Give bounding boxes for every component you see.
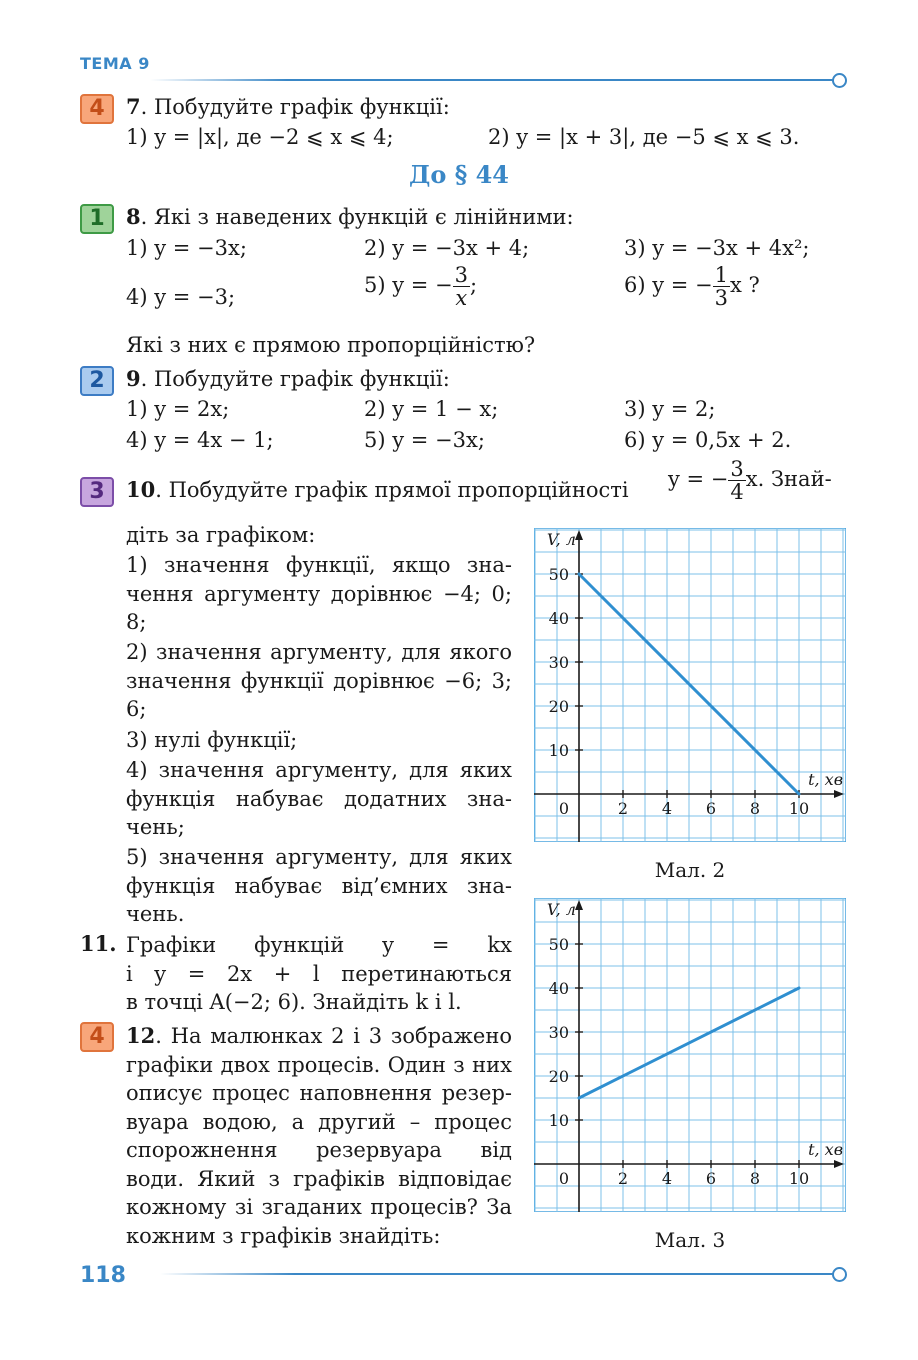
footer-rule bbox=[160, 1273, 834, 1275]
y-tick-label: 20 bbox=[548, 1067, 569, 1086]
problem-8-item-2: 2) y = −3x + 4; bbox=[364, 236, 530, 260]
section-title: До § 44 bbox=[408, 160, 509, 189]
problem-8-statement bbox=[126, 204, 574, 230]
problem-8-item-5 bbox=[364, 264, 477, 309]
header-rule bbox=[150, 79, 834, 81]
problem-10-line-2: діть за графіком: bbox=[126, 523, 316, 547]
topic-header: ТЕМА 9 bbox=[80, 54, 150, 73]
problem-10-part-5a: 5) значення аргументу, для яких bbox=[126, 845, 512, 869]
problem-10-part-5c: чень. bbox=[126, 902, 185, 926]
footer-rule-end bbox=[832, 1267, 847, 1282]
fraction-numerator: 1 bbox=[714, 263, 729, 287]
problem-10-part-2b: значення функції дорівнює −6; 3; bbox=[126, 668, 512, 693]
fraction-denominator: 4 bbox=[730, 480, 744, 504]
figure-caption: Мал. 3 bbox=[654, 1228, 726, 1252]
problem-9-item-3: 3) y = 2; bbox=[624, 397, 716, 421]
chart-mal-3 bbox=[534, 898, 846, 1212]
y-axis-label: V, л bbox=[546, 900, 576, 919]
page-number: 118 bbox=[80, 1263, 126, 1288]
problem-12-line-6: води. Який з графіків відповідає bbox=[126, 1166, 512, 1191]
problem-text: . Побудуйте графік функції: bbox=[140, 367, 450, 391]
problem-10-part-5b: функція набуває від’ємних зна- bbox=[126, 873, 512, 898]
y-tick-label: 50 bbox=[548, 565, 569, 584]
problem-10-formula bbox=[668, 458, 832, 503]
problem-12-line-3: описує процес наповнення резер- bbox=[126, 1081, 512, 1105]
problem-9-item-6: 6) y = 0,5x + 2. bbox=[624, 428, 792, 452]
x-tick-label: 10 bbox=[788, 1169, 810, 1188]
fraction-numerator: 3 bbox=[454, 263, 469, 287]
y-tick-label: 30 bbox=[548, 1023, 569, 1042]
problem-10-part-2c: 6; bbox=[126, 697, 147, 721]
problem-number: 10 bbox=[126, 477, 156, 502]
fraction bbox=[713, 264, 730, 309]
problem-10-statement bbox=[126, 477, 629, 503]
item-suffix: x ? bbox=[730, 273, 760, 297]
item-prefix: 6) y = − bbox=[624, 273, 713, 297]
problem-12-line-4: вуара водою, а другий – процес bbox=[126, 1109, 512, 1134]
problem-12-line-5: спорожнення резервуара від bbox=[126, 1138, 512, 1162]
problem-12-line-2: графіки двох процесів. Один з них bbox=[126, 1052, 512, 1077]
y-tick-label: 30 bbox=[548, 653, 569, 672]
y-axis-label: V, л bbox=[546, 530, 576, 549]
problem-8-item-4: 4) y = −3; bbox=[126, 285, 236, 309]
y-tick-label: 10 bbox=[548, 741, 569, 760]
fraction-denominator: x bbox=[455, 286, 468, 310]
x-tick-label: 8 bbox=[749, 799, 761, 818]
problem-11-line-3: в точці A(−2; 6). Знайдіть k і l. bbox=[126, 990, 462, 1014]
problem-10-part-4c: чень; bbox=[126, 815, 185, 839]
problem-10-part-2a: 2) значення аргументу, для якого bbox=[126, 640, 512, 664]
y-tick-label: 10 bbox=[548, 1111, 569, 1130]
item-prefix: 5) y = − bbox=[364, 273, 453, 297]
x-tick-label: 2 bbox=[617, 1169, 629, 1188]
problem-9-item-4: 4) y = 4x − 1; bbox=[126, 428, 274, 452]
origin-label: 0 bbox=[558, 799, 569, 818]
problem-10-part-1a: 1) значення функції, якщо зна- bbox=[126, 553, 512, 577]
problem-text: . Які з наведених функцій є лінійними: bbox=[140, 205, 574, 229]
difficulty-badge: 4 bbox=[80, 94, 114, 124]
formula-prefix: y = − bbox=[668, 467, 729, 491]
problem-7-item-1: 1) y = |x|, де −2 ⩽ x ⩽ 4; bbox=[126, 125, 394, 149]
difficulty-badge: 4 bbox=[80, 1022, 114, 1052]
x-axis-label: t, хв bbox=[808, 770, 843, 789]
problem-number: 8 bbox=[126, 204, 141, 229]
problem-10-part-1b: чення аргументу дорівнює −4; 0; bbox=[126, 581, 512, 606]
origin-label: 0 bbox=[558, 1169, 569, 1188]
x-tick-label: 10 bbox=[788, 799, 810, 818]
problem-number: 9 bbox=[126, 366, 141, 391]
problem-9-statement bbox=[126, 366, 450, 392]
problem-text: . На малюнках 2 і 3 зображено bbox=[155, 1024, 512, 1048]
problem-8-item-3: 3) y = −3x + 4x²; bbox=[624, 236, 810, 260]
x-tick-label: 4 bbox=[661, 799, 673, 818]
problem-12-line-8: кожним з графіків знайдіть: bbox=[126, 1223, 441, 1248]
problem-8-question: Які з них є прямою пропорційністю? bbox=[126, 333, 536, 357]
formula-suffix: x. Знай- bbox=[745, 467, 832, 491]
y-tick-label: 20 bbox=[548, 697, 569, 716]
problem-number: 12 bbox=[126, 1023, 156, 1048]
problem-10-part-4b: функція набуває додатних зна- bbox=[126, 786, 512, 811]
problem-10-part-3: 3) нулі функції; bbox=[126, 728, 298, 752]
problem-7-item-2: 2) y = |x + 3|, де −5 ⩽ x ⩽ 3. bbox=[488, 125, 800, 149]
fraction bbox=[728, 458, 745, 503]
y-tick-label: 50 bbox=[548, 935, 569, 954]
problem-11-line-1: Графіки функцій y = kx bbox=[126, 933, 512, 957]
x-axis-label: t, хв bbox=[808, 1140, 843, 1159]
figure-caption: Мал. 2 bbox=[654, 858, 726, 882]
difficulty-badge: 2 bbox=[80, 366, 114, 396]
problem-9-item-1: 1) y = 2x; bbox=[126, 397, 230, 421]
problem-12-line-7: кожному зі згаданих процесів? За bbox=[126, 1195, 512, 1219]
problem-9-item-5: 5) y = −3x; bbox=[364, 428, 485, 452]
x-tick-label: 4 bbox=[661, 1169, 673, 1188]
x-tick-label: 2 bbox=[617, 799, 629, 818]
problem-8-item-6 bbox=[624, 264, 760, 309]
y-tick-label: 40 bbox=[548, 609, 569, 628]
problem-7-statement bbox=[126, 94, 450, 120]
problem-text: . Побудуйте графік прямої пропорційності bbox=[155, 478, 629, 502]
problem-10-part-1c: 8; bbox=[126, 610, 147, 634]
fraction bbox=[453, 264, 470, 309]
difficulty-badge: 1 bbox=[80, 204, 114, 234]
fraction-numerator: 3 bbox=[730, 457, 744, 481]
difficulty-badge: 3 bbox=[80, 477, 114, 507]
problem-10-part-4a: 4) значення аргументу, для яких bbox=[126, 758, 512, 782]
problem-12-line-1 bbox=[126, 1022, 512, 1051]
chart-mal-2 bbox=[534, 528, 846, 842]
problem-text: . Побудуйте графік функції: bbox=[140, 95, 450, 119]
x-tick-label: 6 bbox=[705, 799, 717, 818]
x-tick-label: 6 bbox=[705, 1169, 717, 1188]
problem-number: 7 bbox=[126, 94, 141, 119]
fraction-denominator: 3 bbox=[714, 286, 729, 310]
item-suffix: ; bbox=[470, 273, 478, 297]
header-rule-end bbox=[832, 73, 847, 88]
problem-number: 11. bbox=[80, 931, 117, 956]
y-tick-label: 40 bbox=[548, 979, 569, 998]
problem-8-item-1: 1) y = −3x; bbox=[126, 236, 247, 260]
x-tick-label: 8 bbox=[749, 1169, 761, 1188]
problem-11-line-2: і y = 2x + l перетинаються bbox=[126, 961, 512, 986]
problem-9-item-2: 2) y = 1 − x; bbox=[364, 397, 499, 421]
